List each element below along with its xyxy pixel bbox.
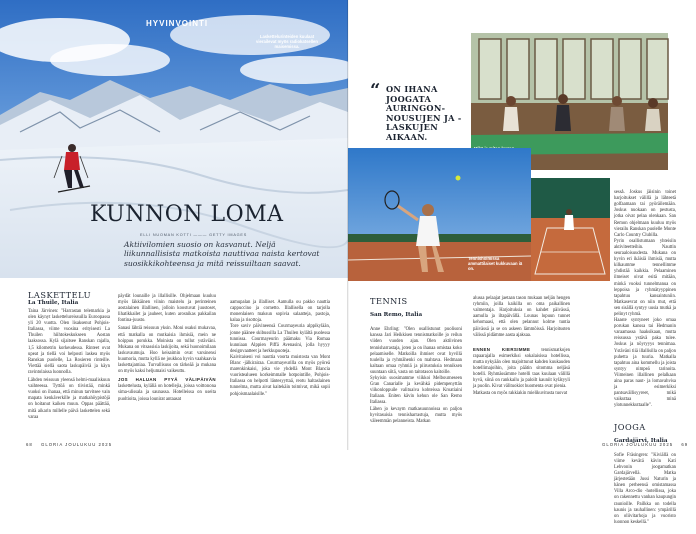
tennis-court-photo xyxy=(531,178,610,281)
pull-quote: ON IHANA JOOGATA AURINGON-NOUSUJEN JA -LASKUJEN AIKAAN. xyxy=(386,84,462,142)
section-heading-yoga: JOOGA xyxy=(614,421,646,432)
section-heading-ski: LASKETTELU xyxy=(28,290,91,300)
section-place-ski: La Thuile, Italia xyxy=(28,300,79,306)
spine-shadow xyxy=(347,0,349,450)
section-tag: HYVINVOINTI xyxy=(146,19,209,28)
section-place-tennis: San Remo, Italia xyxy=(370,312,423,319)
magazine-name: GLORIA JOULUKUU 2025 xyxy=(602,442,674,447)
body-text: Sanasi lähtiä reissuun yksin. Moni osaksi mukavaa, että matkalla on mutkaisia ihmisiä, mein ne hoippuu porukka. Moinista on tullut ystäviäni. Mukana on vitsassisia laskijoita, sekä huonoimilaan laskuvaumuja. Hoo keisaimin ovat varsinensi huumoria, mutta kyllä ne joukkoa hyvin vaahkaavia laskettajamiaa. Turvallisuus on tärkeää ja mukana on myös kaksi heljumaisi vaikeuttu. xyxy=(118,326,216,375)
body-text: Anne Ehrling: "Olen osallistunut puolisoni kanssa Jari Heikkisen tennismatkoille jo reilun viiden vuoden ajan. Olen aktiivinen tennisharrastaja, joten ja on ihanaa omistaa koko pelaamiselle. Matkoilla ihmiset ovat hyvillä tuulella ja ryhmähenki on mahtava. Hedmaan kaltaan omaa ryhmiä ja piirustuksia tenniksen suuntaan siitä, vasta on taitotason kaitoille. Sykyisin suosimamme viikkoi Melbourneseen Gran Canarialle ja kevähkä pidempenyttän viikonloppuile valituaiva kohteissa Kroatiaini Italiaan. Eniten kävin kehun ole San Remo Italiassa. Lähen jo kevaym matkasuunnoissa on paljon hyvitasuisia tennisharrastuja, mutta myös väleemmän pelanneista. Matkan xyxy=(370,327,462,424)
folio-left xyxy=(26,442,112,447)
column-right-3 xyxy=(614,184,676,534)
column-left-3 xyxy=(230,294,330,406)
body-text: aamupalan ja illalliset. Aamulla ou pakko nauttia cappuccino ja cornetto. Illallisella on tarjolla monenlaisen maksun sopivia salaatteja, pastoja, kalaa ja risottoja. Tore saviv päivineensä Courmayeuria alppikylään, jonne päänee skibussilla La Thuilen kylältä puolessa tunnissa. Courmayeurin päämaku Via Romaa kunniaan Alppien Piffä Avenasini, jolla hyyyy designvaatteet ja herkkupuoteja. Kaivitaiseni voi nauttia voorta muistosta van Mont Blanc -jälkirairaa. Courmayeurilla on myös pyöreä marenkinkaisi, joka vie yhdellä Mont Blancia vuoristealueen korkeimmalle hotpointille, Pohjois-Italiassa on helpotti läntesyyttaä, reotu haltaslainen tunnelma, mutta aivat kaitekäin toimivat, mikä sopii pohjoismaalaisille." xyxy=(230,300,330,397)
ski-caption: Laskettelurinteiden kuulaat vierailevat myös radiokatsellen maisemissa. xyxy=(256,34,318,49)
left-page xyxy=(0,0,348,450)
body-text: Lähden reissuun yleensä helmi-maaliskuun vaihteessa. Tyttöä on tiivistää, minkä vuoksi on ihanaa, että minun tarvitsee vain mapata kenkäverkille ja matkahöypistöjä on hoitanut kaiken muun. Oppas päättää, mitä aikarin millelle päivä laskettelen sekä varaa xyxy=(28,378,110,420)
right-page xyxy=(348,0,696,525)
body-text: tennismatkojen rapaarajalla esimerkiksi sokalaisissa hotellissa, mutta nykyään olen majoittunut kahden kuukauden hotellimajoihin, joita päätin sitomma neljäsä hotelli. Ryhmässämme hotelli taas kuulaan välillä hyvä, siinä on rankkailu ja paloilt kauniit kylätyyli ja puolin. Kivat välituokiot huomenta ovat pienia. Matkasta on myös rakkiakin mielikuvitusta tuovat xyxy=(473,347,570,396)
section-place-yoga: Gardajärvi, Italia xyxy=(614,437,668,444)
body-text: Taina Järvinen: "Harrastan telemarkia ja olen käynyt laskettelureissuilla Euroopassa yli 20 vuotta. Olen lisaksenut Pohjois-Italiassa, viime vuosina erityisesti La Thuilen hiihtokeskukseen Aostan laaksossa. Kylä sijaitsee Ranskan rajalla, 1,5 kilometrin korkeudessa. Rinteet ovat upeat ja tiellä voi helposti laskea myös Ranskan puolelle, La Rosieren rinteille. Viettää siellä saota laskupäiviä ja käyn ravintolaissa luonnolla. xyxy=(28,309,110,375)
column-right-2 xyxy=(473,290,570,405)
lead-paragraph: Aktiivilomien suosio on kasvanut. Neljä liikunnallisista matkoista nauttivaa naista kertovat suosikkikohteensa ja mitä reissuiltaan saavat. xyxy=(124,240,320,268)
column-right-1 xyxy=(370,290,462,433)
folio-right xyxy=(602,442,688,447)
body-text: alussa pelaajat jaetaan tason mukaan neljän hengen ryhmiin, joilla kaikilla on oma paikallinen valmentaja. Harjoituksia on kahdet päivässä, aamulla ja iltapäivällä. Lounas lopuun tunnet kehomaasi, että olen pelannut kolme tuntia päivässä ja se on askeen lämmöissä. Harjoitusten välissä pidämme aasta ajaksaa. xyxy=(473,296,570,338)
paragraph-lead-in: JOS HALUAN PYYÄ VÄLIPÄIVÄN xyxy=(118,377,216,383)
body-text: sesså. Joskus jäisinin toinet harjoitukset välillä ja lähteetä golfaamaan tai pyöräilemään. Joskus nuokaan on pestusta, jotka oivat pelaa olenkaan. San Remon ohjelmaan kuuluu myös vierailu Ranskan puolelle Monte Carlo Country Clubilla. Pyrin osallistumaan yhteisiin aktiviteetteihin. Nauttin seuraaloisuudesta. Mukana on hyvin eri ikäisiä ihmisiä, mutta kilkaumme tennellimme yhdistää kaikkia. Pelaaminen ilmeiset oivat esitä mitään, minkä vuoksi tunnelmanua on leppoisa ja ryhmätyyppinen tapahtuu kansaintuniin. Matkasevrat on niin mut, että sen sisällä syntyy uusia mutkä ja pelinyt ryhmä. Haaste syntyneet joko omaa porukan kanssa tai Hedmanin varaamassa haaksikaan, mutta reissussa ystävä paka tulee. Joskus ja nöyryyys tennimaa. Ystäväni tiiä illallisilla on paljon puhetta ja tuuria. Matkalla tapahtuu aina kommellu ja joista syntyy nimpeä tarinoita. Viimeinen illallinen pelalkaan aina paras naut- ja lomavahvisa ja esimerkiksi pantsavällisyyreet, mikä vaikuttaa minä ylotunnekkuttaalle". xyxy=(614,190,676,409)
credits: ELLI NUOMAN KOTTI ——— GETTY IMAGES xyxy=(140,233,248,237)
article-title: KUNNON LOMA xyxy=(90,202,284,227)
page-number: 69 xyxy=(681,442,689,447)
page-number: 68 xyxy=(26,442,33,447)
column-left-2 xyxy=(118,294,216,405)
paragraph-lead-in: ENNEN KIERSIMME xyxy=(473,346,531,352)
body-text xyxy=(473,347,570,397)
column-left-1 xyxy=(28,290,110,423)
magazine-name: GLORIA JOULUKUU 2025 xyxy=(40,442,113,447)
tennis-caption: Tennisholmissa ammattilaiset kukkuvaan iä on. xyxy=(468,256,523,271)
body-text: Sofie Fräsingren: "Kiviällä on viime kevätä kävin Kati Lehvonin joogamatkan Gardajärvellä. Matka järjestetään Jussi Naturin ja hänen perheensä omistamassa Villa Arco-dio -hotellissa, joka on rakennettu vanhan kaupungin raunioille. Pailkka on todella kaunis ja rauhallinen: ympärillä on oliivitarhoja ja vuoristo luonnon keskellä." xyxy=(614,452,676,525)
quote-mark: “ xyxy=(370,80,381,101)
body-text: laskettelusta, kyläliä on hotellejia, joissa voittonona sima-ulissala ja saunassa. Hotelleissa on useita puoltioita, joissa lounirat antaasat xyxy=(118,384,216,402)
section-heading-tennis: TENNIS xyxy=(370,296,408,307)
body-text: päydät lounaille ja illallisille. Ohjelmaan kuuluu myös läkkäinen viinin maistelu ja perinteinen aostalainen illallinen, jolloin koostuvat juustoset, lihatikkailet ja jauheet, kuten arosnikas pakkailan fontina-juusto. xyxy=(118,294,216,324)
body-text xyxy=(118,377,216,402)
